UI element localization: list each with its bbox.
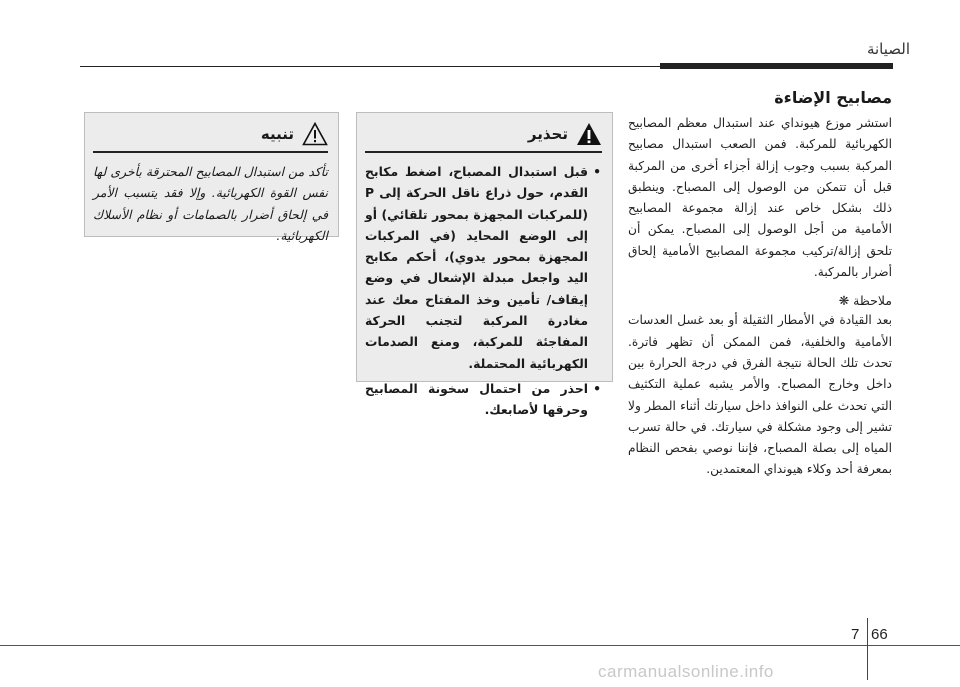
warning-title: تحذير — [527, 125, 568, 143]
section-header-label: الصيانة — [866, 40, 910, 58]
header-accent-bar — [660, 63, 893, 69]
section-title: مصابيح الإضاءة — [774, 88, 892, 107]
note-heading: ملاحظة ❋ — [838, 293, 892, 309]
caution-triangle-icon — [302, 122, 328, 146]
warning-list — [365, 161, 602, 421]
main-column — [628, 88, 892, 481]
notice-text: تأكد من استبدال المصابيح المحترقة بأخرى لها نفس القوة الكهربائية. وإلا فقد يتسبب الأمر في إلحاق أضرار بالصمامات أو نظام الأسلاك الكهربائية. — [93, 164, 328, 243]
page-number-divider — [867, 618, 868, 680]
warning-item: • احذر من احتمال سخونة المصابيح وحرقها لأصابعك. — [365, 378, 588, 421]
notice-title: تنبيه — [260, 125, 294, 143]
body-paragraph: استشر موزع هيونداي عند استبدال معظم المصابيح الكهربائية للمركبة. فمن الصعب استبدال مصابيح المركبة بسبب وجوب إزالة أجزاء أخرى من المركبة قبل أن تتمكن من الوصول إلى المصباح. وينطبق ذلك بشكل خاص عند إزالة مجموعة المصابيح الأمامية من أجل الوصول إلى المصباح. يمكن أن تلحق إزالة/تركيب مجموعة المصابيح الأمامية إلحاق أضرار بالمركبة. — [628, 116, 892, 280]
notice-header — [93, 119, 328, 149]
notice-rule — [93, 151, 328, 153]
warning-box — [356, 112, 613, 418]
footer-divider — [0, 645, 960, 646]
warning-item: • قبل استبدال المصباح، اضغط مكابح القدم، حول ذراع ناقل الحركة إلى P (للمركبات المجهزة بمحور تلقائي) أو إلى الوضع المحايد (في المركبات المجهزة بمحور يدوي)، أحكم مكابح اليد واجعل مبدلة الإشعال في وضع إيقاف/ تأمين وخذ المفتاح معك عند مغادرة المركبة لتجنب الحركة المفاجئة للمركبة، ومنع الصدمات الكهربائية المحتملة. — [365, 161, 588, 374]
warning-rule — [365, 151, 602, 153]
warning-header — [365, 119, 602, 149]
warning-triangle-icon — [576, 122, 602, 146]
note-paragraph: بعد القيادة في الأمطار الثقيلة أو بعد غسل العدسات الأمامية والخلفية، فمن الممكن أن تظهر فاترة. تحدث تلك الحالة نتيجة الفرق في درجة الحرارة بين داخل وخارج المصباح. والأمر يشبه عملية التكثيف التي تحدث على النوافذ داخل سيارتك أثناء المطر ولا تشير إلى وجود مشكلة في سيارتك. في حالة تسرب المياه إلى بصلة المصباح، فإننا نوصي بفحص النظام بمعرفة أحد وكلاء هيونداي المعتمدين. — [628, 313, 892, 477]
header-divider — [80, 66, 660, 67]
page-number: 66 — [871, 626, 888, 643]
notice-box — [84, 112, 339, 243]
section-number: 7 — [851, 626, 860, 643]
watermark: carmanualsonline.info — [598, 662, 774, 681]
